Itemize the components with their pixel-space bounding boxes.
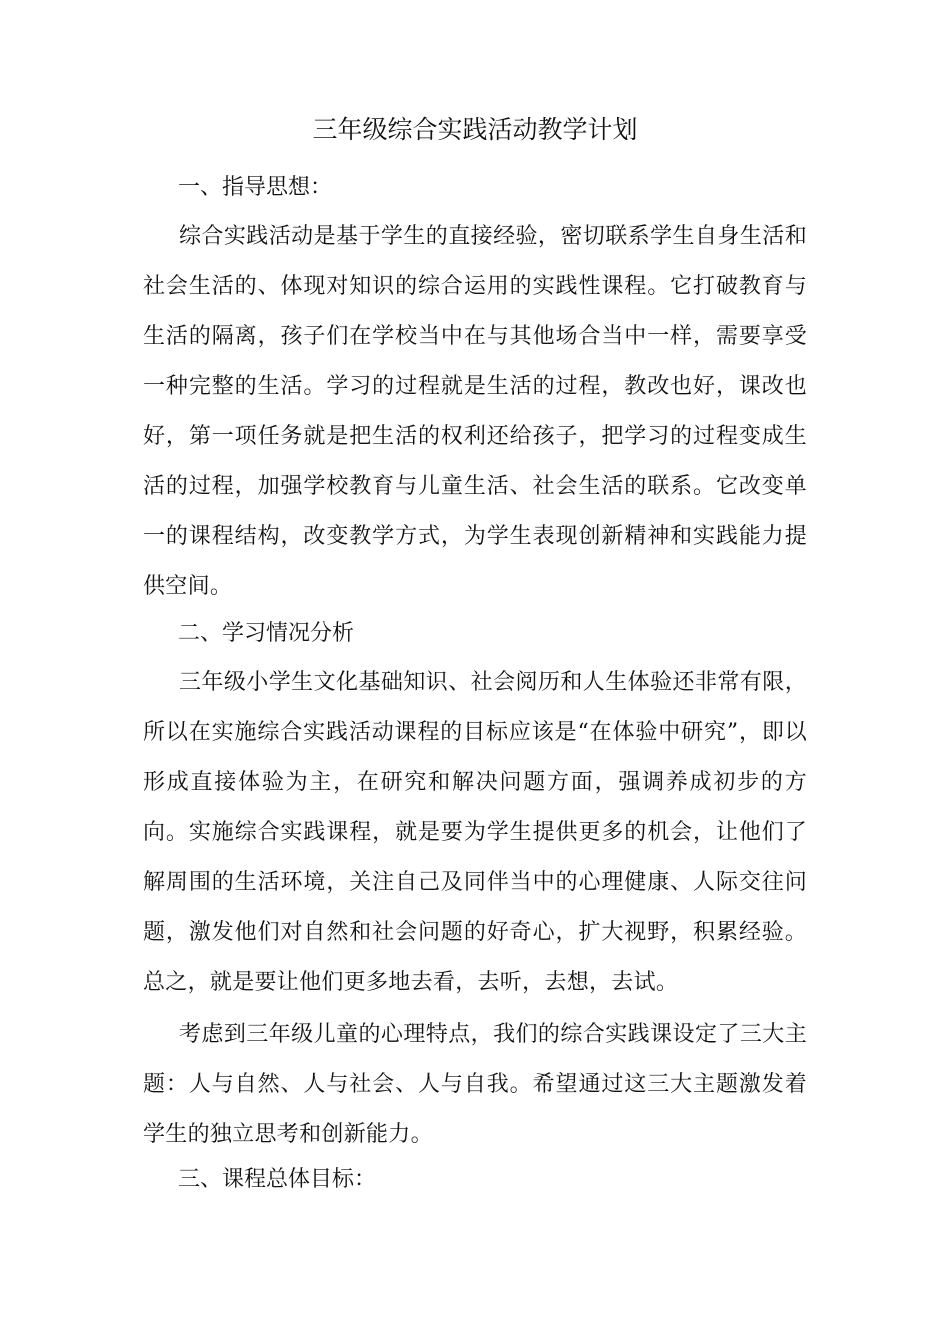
paragraph-guiding-ideology: 综合实践活动是基于学生的直接经验，密切联系学生自身生活和社会生活的、体现对知识的综合运用的实践性课程。它打破教育与生活的隔离，孩子们在学校当中在与其他场合当中一样，需要享受一种完整的生活。学习的过程就是生活的过程，教改也好，课改也好，第一项任务就是把生活的权利还给孩子，把学习的过程变成生活的过程，加强学校教育与儿童生活、社会生活的联系。它改变单一的课程结构，改变教学方式，为学生表现创新精神和实践能力提供空间。: [143, 224, 807, 599]
section-heading-learning-analysis: 二、学习情况分析: [178, 621, 355, 646]
paragraph-three-themes: 考虑到三年级儿童的心理特点，我们的综合实践课设定了三大主题：人与自然、人与社会、人与自我。希望通过这三大主题激发着学生的独立思考和创新能力。: [143, 1022, 807, 1147]
section-heading-course-goals: 三、课程总体目标：: [178, 1167, 377, 1192]
section-heading-guiding-ideology: 一、指导思想：: [178, 175, 333, 200]
paragraph-learning-analysis: 三年级小学生文化基础知识、社会阅历和人生体验还非常有限，所以在实施综合实践活动课程的目标应该是“在体验中研究”，即以形成直接体验为主，在研究和解决问题方面，强调养成初步的方向。实施综合实践课程，就是要为学生提供更多的机会，让他们了解周围的生活环境，关注自己及同伴当中的心理健康、人际交往问题，激发他们对自然和社会问题的好奇心，扩大视野，积累经验。总之，就是要让他们更多地去看，去听，去想，去试。: [143, 670, 807, 995]
document-title: 三年级综合实践活动教学计划: [312, 115, 638, 144]
